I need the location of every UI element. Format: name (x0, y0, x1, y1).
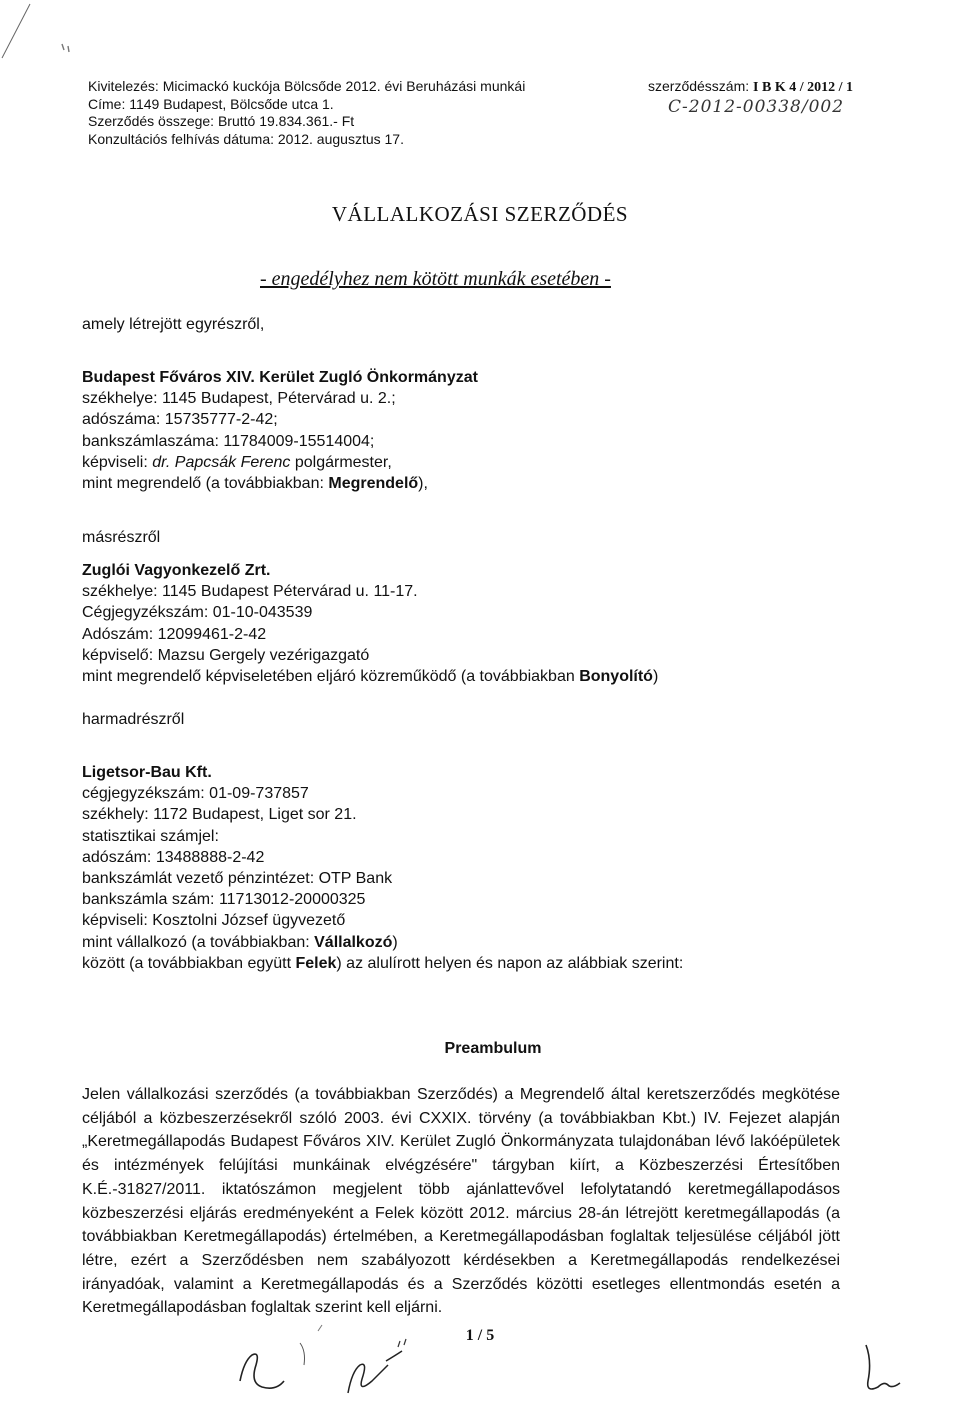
party3-name: Ligetsor-Bau Kft. (82, 764, 212, 781)
party1-role-suffix: ), (418, 475, 428, 493)
signature-initials (0, 1321, 960, 1401)
party1-name: Budapest Főváros XIV. Kerület Zugló Önkormányzat (82, 369, 478, 386)
scan-mark (0, 0, 90, 60)
party1-tax: adószáma: 15735777-2-42; (82, 411, 278, 429)
document-subtitle: - engedélyhez nem kötött munkák esetében - (260, 268, 611, 290)
party3-representative: képviseli: Kosztolni József ügyvezető (82, 912, 346, 930)
header-line-date: Konzultációs felhívás dátuma: 2012. augusztus 17. (88, 130, 404, 147)
party1-role-prefix: mint megrendelő (a továbbiakban: (82, 475, 329, 493)
party-bonyolito (82, 560, 658, 687)
party1-seat: székhelye: 1145 Budapest, Pétervárad u. 2.; (82, 390, 396, 408)
party3-tax: adószám: 13488888-2-42 (82, 848, 265, 866)
handwritten-file-number: C-2012-00338/002 (668, 97, 845, 117)
party2-representative: képviselő: Mazsu Gergely vezérigazgató (82, 646, 370, 664)
party-megrendelo (82, 367, 478, 494)
party2-role (82, 666, 658, 687)
intro-text: amely létrejött egyrészről, (82, 316, 265, 333)
third-side-text: harmadrészről (82, 711, 185, 728)
party3-bank-name: bankszámlát vezető pénzintézet: OTP Bank (82, 870, 393, 888)
party1-rep-suffix: polgármester, (290, 453, 392, 471)
contract-number-label: szerződésszám: (648, 78, 750, 94)
party2-role-suffix: ) (652, 668, 659, 686)
header-line-address: Címe: 1149 Budapest, Bölcsőde utca 1. (88, 95, 334, 112)
document-title: VÁLLALKOZÁSI SZERZŐDÉS (331, 202, 629, 226)
party-vallalkozo (82, 762, 683, 974)
party3-bank-account: bankszámla szám: 11713012-20000325 (82, 891, 366, 909)
party3-role (82, 932, 683, 953)
contract-number-value: I B K 4 / 2012 / 1 (753, 80, 854, 95)
header-line-amount: Szerződés összege: Bruttó 19.834.361.- Ft (88, 113, 355, 129)
between-suffix: ) az alulírott helyen és napon az alábbiak szerint: (336, 954, 684, 972)
project-header (88, 78, 525, 148)
party3-registry: cégjegyzékszám: 01-09-737857 (82, 785, 309, 803)
party2-role-name: Bonyolító (579, 668, 653, 686)
party2-registry: Cégjegyzékszám: 01-10-043539 (82, 604, 313, 622)
party2-seat: székhelye: 1145 Budapest Pétervárad u. 11-17. (82, 583, 418, 601)
preamble-title: Preambulum (444, 1040, 542, 1057)
header-line-project: Kivitelezés: Micimackó kuckója Bölcsőde 2012. évi Beruházási munkái (88, 78, 526, 94)
parties-between (82, 953, 683, 974)
party3-role-name: Vállalkozó (314, 933, 393, 951)
preamble-text: Jelen vállalkozási szerződés (a továbbiakban Szerződés) a Megrendelő által keretszerződés megkötése céljából a közbeszerzésekről szóló 2003. évi CXXIX. törvény (a továbbiakban Kbt.) IV. Fejezet alapján „Keretmegállapodás Budapest Főváros XIV. Kerület Zugló Önkormányzata tulajdonában lévő lakóépületek és intézmények felújítási munkáinak elvégzésére" tárgyban kiírt, a Közbeszerzési Értesítőben K.É.-31827/2011. iktatószámon megjelent több ajánlattevővel lefolytatandó keretmegállapodásos közbeszerzési eljárás eredményeként a Felek között 2012. március 28-án létrejött keretmegállapodás (a továbbiakban Keretmegállapodás) értelmében, a Keretmegállapodásban foglaltak teljesülése céljából jött létre, ezért a Szerződésben nem szabályozott kérdésekben a Keretmegállapodás rendelkezései irányadóak, valamint a Keretmegállapodás és a Szerződés közötti esetleges ellentmondás esetén a Keretmegállapodásban foglaltak szerint kell eljárni. (82, 1086, 840, 1317)
party3-role-prefix: mint vállalkozó (a továbbiakban: (82, 933, 315, 951)
party1-role (82, 473, 478, 494)
between-name: Felek (295, 954, 337, 972)
party1-role-name: Megrendelő (328, 475, 419, 493)
party1-bank: bankszámlaszáma: 11784009-15514004; (82, 432, 375, 450)
party2-name: Zuglói Vagyonkezelő Zrt. (82, 562, 271, 579)
party3-seat: székhely: 1172 Budapest, Liget sor 21. (82, 806, 357, 824)
party3-role-suffix: ) (392, 933, 398, 951)
page-number: 1 / 5 (465, 1327, 495, 1344)
party2-role-prefix: mint megrendelő képviseletében eljáró közreműködő (a továbbiakban (82, 668, 580, 686)
party1-rep-name: dr. Papcsák Ferenc (152, 453, 291, 471)
between-prefix: között (a továbbiakban együtt (82, 954, 296, 972)
party3-stat-number: statisztikai számjel: (82, 827, 219, 845)
party1-rep-prefix: képviseli: (82, 453, 153, 471)
party1-representative (82, 452, 478, 473)
party2-tax: Adószám: 12099461-2-42 (82, 625, 267, 643)
contract-number (648, 78, 853, 96)
other-side-text: másrészről (82, 529, 161, 546)
